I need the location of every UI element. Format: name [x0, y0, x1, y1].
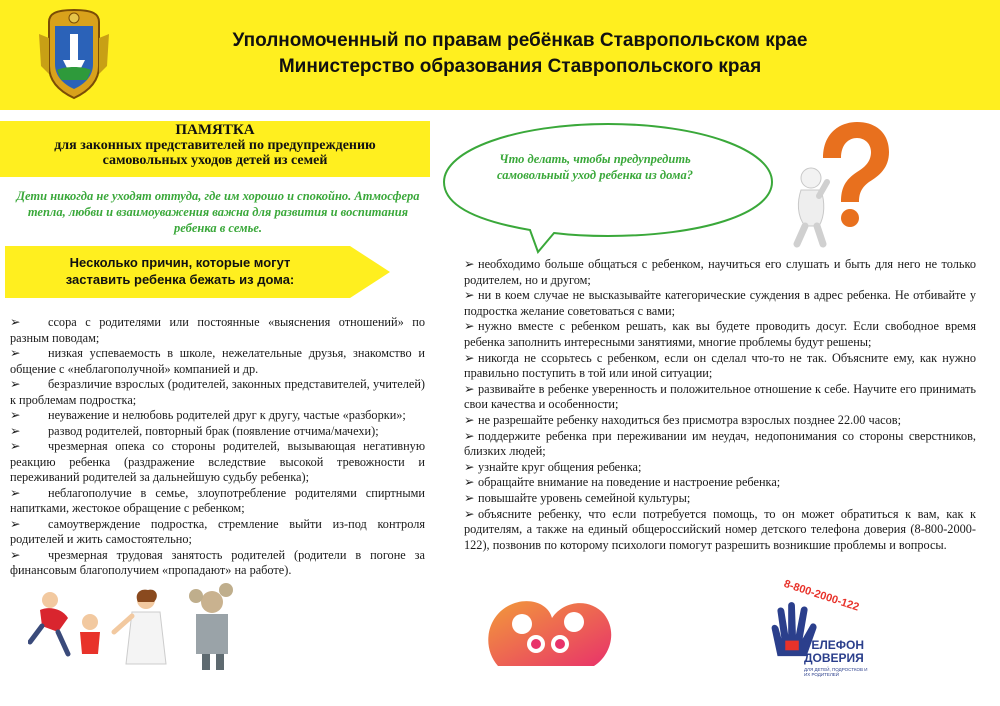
bullet-arrow-icon: ➢: [464, 412, 475, 427]
list-item: ➢ чрезмерная трудовая занятость родителей (родители в погоне за финансовым благополучием «пропадают» на работе).: [10, 547, 425, 577]
list-item: ➢ неблагополучие в семье, злоупотребление родителями спиртными напитками, жестокое обращение с ребенком;: [10, 485, 425, 515]
memo-subtitle-2: самовольных уходов детей из семей: [102, 153, 328, 168]
header-line-1: Уполномоченный по правам ребёнкав Ставропольском крае: [232, 30, 808, 51]
bullet-arrow-icon: ➢: [10, 346, 21, 360]
header-line-2: Министерство образования Ставропольского края: [278, 56, 762, 77]
family-hug-icon: [478, 588, 618, 668]
header-banner: [0, 0, 1000, 110]
bullet-arrow-icon: ➢: [464, 459, 475, 474]
list-item: ➢ чрезмерная опека со стороны родителей, вызывающая негативную реакцию ребенка (раздражение вследствие высокой тревожности и переживаний родителей за дальнейшую судьбу ребенка);: [10, 439, 425, 484]
coat-of-arms-icon: [37, 4, 111, 102]
helpline-number: 8-800-2000-122: [782, 578, 861, 614]
list-item: ➢ повышайте уровень семейной культуры;: [464, 490, 691, 505]
reasons-title-line-1: Несколько причин, которые могут: [69, 255, 291, 270]
list-item: ➢ неуважение и нелюбовь родителей друг к другу, частые «разборки»;: [10, 408, 406, 422]
list-item: ➢ не разрешайте ребенку находиться без присмотра взрослых позднее 22.00 часов;: [464, 412, 902, 427]
list-item: ➢ поддержите ребенка при переживании им неудач, недопонимания со стороны сверстников, близких людей;: [464, 428, 976, 459]
helpline-caption: ДЛЯ ДЕТЕЙ, ПОДРОСТКОВ И ИХ РОДИТЕЛЕЙ: [804, 667, 868, 677]
reasons-title-line-2: заставить ребенка бежать из дома:: [65, 272, 295, 287]
memo-subtitle-1: для законных представителей по предупреждению: [54, 138, 376, 153]
bullet-arrow-icon: ➢: [10, 315, 21, 329]
list-item: ➢ развивайте в ребенке уверенность и положительное отношение к себе. Научите его принимать свои качества и особенности;: [464, 381, 976, 412]
bubble-question: Что делать, чтобы предупредить самовольный уход ребенка из дома?: [497, 152, 693, 182]
list-item: ➢ самоутверждение подростка, стремление выйти из-под контроля родителей и жить самостоятельно;: [10, 516, 425, 546]
bullet-arrow-icon: ➢: [464, 490, 475, 505]
bullet-arrow-icon: ➢: [464, 288, 475, 303]
helpline-title-1: ТЕЛЕФОН: [804, 638, 864, 652]
helpline-logo: [760, 578, 880, 688]
reasons-list: [10, 315, 425, 579]
question-man-icon: [775, 118, 895, 248]
list-item: ➢ нужно вместе с ребенком решать, как вы будете проводить досуг. Если свободное время ребенка заполнить интересными занятиями, многие проблемы будут решены;: [464, 319, 976, 349]
list-item: ➢ безразличие взрослых (родителей, законных представителей, учителей) к проблемам подростка;: [10, 377, 425, 407]
list-item: ➢ объясните ребенку, что если потребуется помощь, то он может обратиться к вам, как к родителям, а также на единый общероссийский номер детского телефона доверия (8-800-2000-122), позвонив по которому психологи помогут разрешить возникшие проблемы и вопросы.: [464, 506, 976, 552]
list-item: ➢ никогда не ссорьтесь с ребенком, если он сделал что-то не так. Объясните ему, как нужно правильно поступить в той или иной ситуации;: [464, 350, 976, 381]
bullet-arrow-icon: ➢: [10, 423, 21, 438]
motto-text: Дети никогда не уходят оттуда, где им хорошо и спокойно. Атмосфера тепла, любви и взаимоуважения важна для развития и воспитания ребенка в семье.: [16, 189, 420, 235]
bullet-arrow-icon: ➢: [10, 377, 21, 391]
bullet-arrow-icon: ➢: [464, 350, 475, 365]
memo-title-box: [0, 121, 430, 177]
helpline-title-2: ДОВЕРИЯ: [804, 651, 864, 665]
bullet-arrow-icon: ➢: [464, 475, 475, 490]
header-title: [160, 28, 880, 80]
speech-bubble: [438, 118, 778, 258]
list-item: ➢ ссора с родителями или постоянные «выяснения отношений» по разным поводам;: [10, 315, 425, 345]
list-item: ➢ узнайте круг общения ребенка;: [464, 459, 642, 474]
bullet-arrow-icon: ➢: [464, 257, 475, 271]
list-item: ➢ низкая успеваемость в школе, нежелательные друзья, знакомство и общение с «неблагополучной» компанией и др.: [10, 346, 425, 376]
bullet-arrow-icon: ➢: [10, 485, 21, 500]
list-item: ➢ обращайте внимание на поведение и настроение ребенка;: [464, 475, 781, 490]
bullet-arrow-icon: ➢: [10, 408, 21, 422]
bullet-arrow-icon: ➢: [464, 381, 475, 396]
bullet-arrow-icon: ➢: [464, 506, 475, 521]
bullet-arrow-icon: ➢: [464, 319, 475, 334]
bullet-arrow-icon: ➢: [10, 516, 21, 531]
bullet-arrow-icon: ➢: [464, 428, 475, 443]
family-conflict-illustration-icon: [28, 582, 238, 672]
list-item: ➢ развод родителей, повторный брак (появление отчима/мачехи);: [10, 423, 379, 438]
list-item: ➢ необходимо больше общаться с ребенком, научиться его слушать и быть для него не только родителем, но и другом;: [464, 257, 976, 287]
bullet-arrow-icon: ➢: [10, 547, 21, 562]
memo-title: ПАМЯТКА: [175, 122, 255, 138]
bullet-arrow-icon: ➢: [10, 439, 21, 453]
list-item: ➢ ни в коем случае не высказывайте категорические суждения в адрес ребенка. Не отбивайте у подростка желание советоваться с вами;: [464, 288, 976, 318]
advice-list: [464, 257, 976, 553]
reasons-title: [5, 254, 355, 288]
